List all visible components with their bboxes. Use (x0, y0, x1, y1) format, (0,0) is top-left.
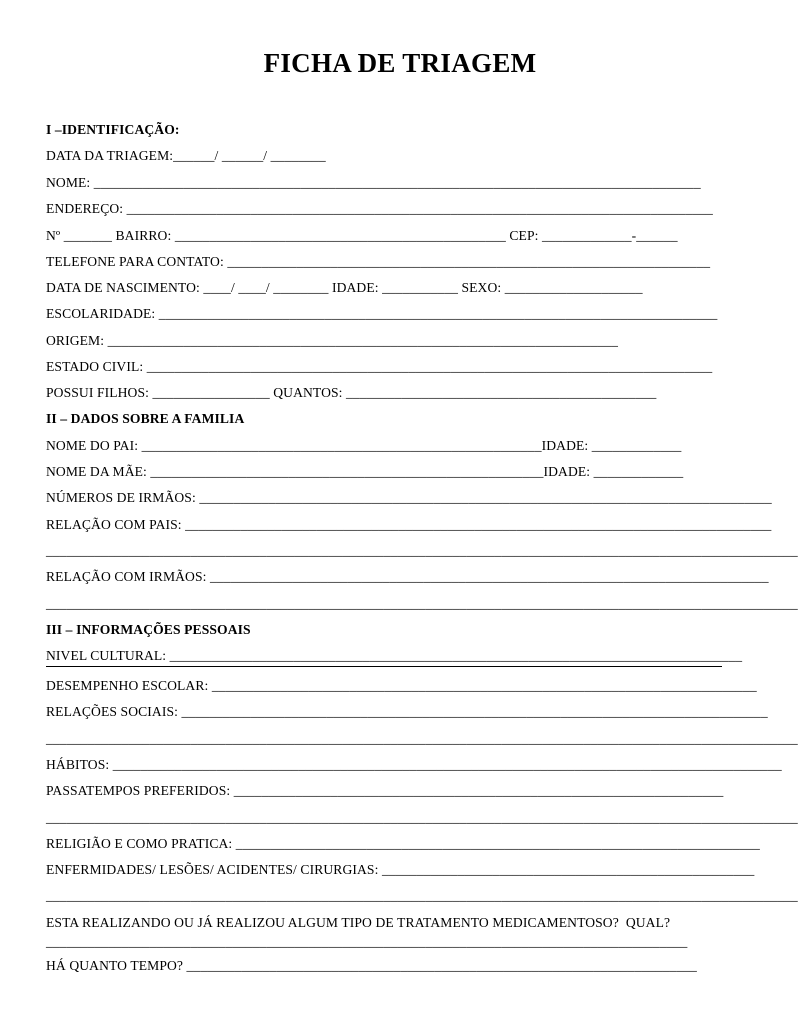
nome-field[interactable]: NOME: ________________________________________________________________________________________ (46, 175, 701, 190)
page-title: FICHA DE TRIAGEM (263, 48, 537, 78)
nome-pai-field[interactable]: NOME DO PAI: __________________________________________________________IDADE: _____________ (46, 438, 682, 453)
nome-mae-field[interactable]: NOME DA MÃE: _________________________________________________________IDADE: _____________ (46, 464, 684, 479)
tratamento-answer-line[interactable]: _____________________________________________________________________________________________ (46, 934, 688, 949)
quanto-tempo-field[interactable]: HÁ QUANTO TEMPO? __________________________________________________________________________ (46, 958, 697, 973)
nascimento-idade-sexo-field[interactable]: DATA DE NASCIMENTO: ____/ ____/ ________ IDADE: ___________ SEXO: ____________________ (46, 280, 643, 295)
telefone-field[interactable]: TELEFONE PARA CONTATO: ______________________________________________________________________ (46, 254, 711, 269)
relacoes-sociais-continuation[interactable]: _____________________________________________________________________________________________________________ (46, 731, 798, 746)
passatempos-continuation[interactable]: _____________________________________________________________________________________________________________ (46, 810, 798, 825)
filhos-field[interactable]: POSSUI FILHOS: _________________ QUANTOS: _____________________________________________ (46, 385, 657, 400)
desempenho-escolar-field[interactable]: DESEMPENHO ESCOLAR: _______________________________________________________________________________ (46, 678, 757, 693)
relacao-pais-field[interactable]: RELAÇÃO COM PAIS: _____________________________________________________________________________________ (46, 517, 772, 532)
habitos-field[interactable]: HÁBITOS: _________________________________________________________________________________________________ (46, 757, 782, 772)
escolaridade-field[interactable]: ESCOLARIDADE: _________________________________________________________________________________ (46, 306, 718, 321)
relacao-irmaos-continuation[interactable]: _____________________________________________________________________________________________________________ (46, 596, 798, 611)
irmaos-field[interactable]: NÚMEROS DE IRMÃOS: ___________________________________________________________________________________ (46, 490, 772, 505)
nivel-cultural-rule (46, 666, 722, 667)
section-pessoais-heading: III – INFORMAÇÕES PESSOAIS (46, 622, 251, 637)
estado-civil-field[interactable]: ESTADO CIVIL: __________________________________________________________________________________ (46, 359, 713, 374)
nivel-cultural-field[interactable]: NIVEL CULTURAL: ___________________________________________________________________________________ (46, 648, 743, 663)
relacao-pais-continuation[interactable]: _____________________________________________________________________________________________________________ (46, 543, 798, 558)
passatempos-field[interactable]: PASSATEMPOS PREFERIDOS: _______________________________________________________________________ (46, 783, 724, 798)
relacao-irmaos-field[interactable]: RELAÇÃO COM IRMÃOS: _________________________________________________________________________________ (46, 569, 769, 584)
enfermidades-field[interactable]: ENFERMIDADES/ LESÕES/ ACIDENTES/ CIRURGIAS: ______________________________________________________ (46, 862, 755, 877)
relacoes-sociais-field[interactable]: RELAÇÕES SOCIAIS: _____________________________________________________________________________________ (46, 704, 768, 719)
religiao-field[interactable]: RELIGIÃO E COMO PRATICA: ____________________________________________________________________________ (46, 836, 760, 851)
origem-field[interactable]: ORIGEM: __________________________________________________________________________ (46, 333, 618, 348)
data-triagem-field[interactable]: DATA DA TRIAGEM:______/ ______/ ________ (46, 148, 326, 163)
section-familia-heading: II – DADOS SOBRE A FAMILIA (46, 411, 245, 426)
tratamento-question: ESTA REALIZANDO OU JÁ REALIZOU ALGUM TIPO DE TRATAMENTO MEDICAMENTOSO? QUAL? (46, 915, 671, 930)
numero-bairro-cep-field[interactable]: Nº _______ BAIRRO: ________________________________________________ CEP: _____________-______ (46, 228, 678, 243)
section-identificacao-heading: I –IDENTIFICAÇÃO: (46, 122, 180, 137)
enfermidades-continuation[interactable]: _____________________________________________________________________________________________________________ (46, 888, 798, 903)
endereco-field[interactable]: ENDEREÇO: _____________________________________________________________________________________ (46, 201, 713, 216)
